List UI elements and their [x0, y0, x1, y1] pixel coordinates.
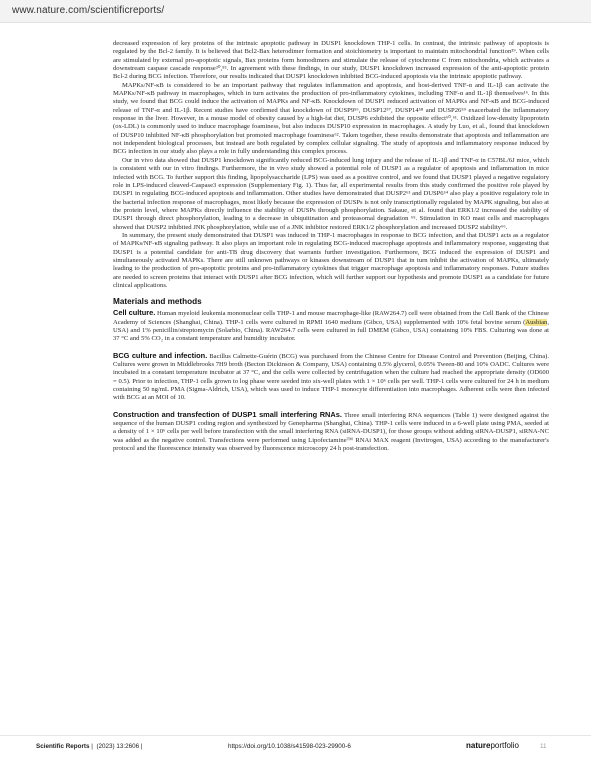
- highlighted-term[interactable]: Ausbian: [525, 318, 548, 326]
- paragraph-sirna: [113, 411, 549, 454]
- paragraph-mapks: MAPKs/NF-κB is considered to be an important pathway that regulates inflammation and apoptosis, and host-derived TNF-α and IL-1β can activate the MAPKs/NF-κB pathway in macrophages, which in turn activates the production of pro-inflammatory cytokines, including TNF-α and IL-1β themselves¹⁶. In this study, we found that BCG could induce the activation of MAPKs and NF-κB. Knockdown of DUSP1 reduced activation of MAPKs and NF-κB and BCG-induced release of TNF-α and IL-1β. Recent studies have confirmed that knockdown of DUSP9⁵⁶, DUSP12⁵⁷, DUSP14⁵⁸ and DUSP26⁵⁹ exacerbated the inflammatory response in the liver. However, in a mouse model of obesity caused by a high-fat diet, DUSP6 exhibited the opposite effect⁶⁰,⁶¹. Oxidized low-density lipoprotein (ox-LDL) is commonly used to induce macrophage foaminess, but also induces DUSP10 expression in macrophages. A study by Luo, et al., found that knockdown of DUSP10 inhibited NF-κB phosphorylation but promoted macrophage foaminess⁶². Taken together, these results demonstrate that apoptosis and inflammation are not independent biological processes, but instead are both regulated by complex cellular signaling. The study of apoptosis and inflammatory response induced by BCG infection in our study also plays a role in fully understanding this complex process.: [113, 81, 549, 156]
- footer-journal: Scientific Reports: [36, 743, 90, 750]
- section-heading-methods: Materials and methods: [113, 297, 202, 307]
- paragraph-apoptosis: decreased expression of key proteins of the intrinsic apoptotic pathway in DUSP1 knockdown THP-1 cells. In contrast, the intrinsic pathway of apoptosis is regulated by the Bcl-2 family. It is believed that Bcl2-Bax heterodimer formation and stoichiometry is important to maintain mitochondrial function³⁹. When cells are stimulated by external pro-apoptotic signals, Bax proteins form homodimers and stimulate the release of cytochrome C from mitochondria, which activates a downstream caspase cascade response²⁰,⁵⁵. In agreement with these findings, in our study, DUSP1 knockdown increased expression of the anti-apoptotic protein Bcl-2 during BCG infection. Therefore, our results indicated that DUSP1 knockdown inhibited BCG-induced apoptosis via the intrinsic apoptotic pathway.: [113, 40, 549, 81]
- subheading-sirna: Construction and transfection of DUSP1 small interfering RNAs.: [113, 409, 342, 419]
- cell-culture-text-b: , USA) and 1% penicillin/streptomycin (Solarbio, China). RAW264.7 cells were cultured in full DMEM (Gibco, USA) containing 10% FBS. Culturing was done at 37 °C and 5% CO₂ in a constant temperature and humidity incubator.: [113, 318, 549, 343]
- article-body: [113, 40, 549, 453]
- nature-portfolio-logo: [466, 741, 519, 750]
- footer-citation: Scientific Reports | (2023) 13:2606 |: [36, 743, 143, 750]
- footer-volume: (2023) 13:2606: [96, 743, 140, 750]
- paragraph-summary: In summary, the present study demonstrated that DUSP1 was induced in THP-1 macrophages in response to BCG infection, and that DUSP1 acts as a regulator of MAPKs/NF-κB signaling pathway. It also plays an important role in regulating BCG-induced macrophage apoptosis and inflammatory response, suggesting that DUSP1 is a potential candidate for anti-TB drug discovery that warrants further investigation. Furthermore, BCG induced the expression of DUSP1 and simultaneously activated MAPKs. There are still unknown pathways or kinases downstream of DUSP1 that in turn inhibit the activation of MAPKs, ultimately leading to the production of pro-apoptotic proteins and pro-inflammatory cytokines that trigger macrophage apoptosis and inflammatory responses. Future studies are needed to screen proteins that interact with DUSP1 after BCG infection, which will further support our hypothesis and promote DUSP1 as a candidate for future clinical applications.: [113, 231, 549, 289]
- subheading-cell-culture: Cell culture.: [113, 308, 156, 318]
- paragraph-bcg-culture: [113, 352, 549, 403]
- header-bar: [0, 0, 591, 23]
- footer-doi[interactable]: https://doi.org/10.1038/s41598-023-29900-6: [228, 743, 351, 750]
- sirna-text: Three small interfering RNA sequences (Table 1) were designed against the sequence of the human DUSP1 coding region and synthesized by Genepharma (Shanghai, China). THP-1 cells were induced in a 6-well plate using PMA, seeded at a density of 1 × 10⁶ cells per well before transfection with the small interfering RNA (siRNA-DUSP1), for those groups without adding siRNA-DUSP1, siRNA-NC was added as the negative control. Transfections were performed using Lipofectamine™ RNAi MAX reagent (Invitrogen, USA) according to the manufacturer's protocol and the fluorescence intensity was observed by fluorescence microscopy 24 h post-transfection.: [113, 411, 549, 453]
- cell-culture-text-a: Human myeloid leukemia mononuclear cells THP-1 and mouse macrophage-like (RAW264.7) cell were obtained from the Cell Bank of the Chinese Academy of Sciences (Shanghai, China). THP-1 cells were cultured in RPMI 1640 medium (Gibco, USA) supplemented with 10% fetal bovine serum (: [113, 310, 549, 326]
- logo-nature: nature: [466, 741, 491, 750]
- bcg-culture-text: Bacillus Calmette-Guérin (BCG) was purchased from the Chinese Centre for Disease Control and Prevention (Beijing, China). Cultures were grown in Middlebrooks 7H9 broth (Becton Dickinson & Company, USA) containing 0.5% glycerol, 0.05% Tween-80 and 10% OADC. Cultures were incubated in a constant temperature incubator at 37 °C, and the cells were collected by centrifugation when the culture had reached the appropriate density (OD600 = 0.5). Prior to infection, THP-1 cells grown to log phase were seeded into six-well plates with 1 × 10⁶ cells per well. THP-1 cells were cultured for 24 h in medium containing 50 ng/mL PMA (Sigma-Aldrich, USA), which was used to induce THP-1 monocyte differentiation into macrophages. Adherent cells were then infected with BCG at an MOI of 10.: [113, 352, 549, 402]
- paragraph-cell-culture: [113, 309, 549, 343]
- page-footer: [0, 735, 591, 756]
- paragraph-in-vivo: Our in vivo data showed that DUSP1 knockdown significantly reduced BCG-induced lung injury and the release of IL-1β and TNF-α in C57BL/6J mice, which is consistent with our in vitro findings. Furthermore, the in vivo study showed a potential role of DUSP1 as a regulator of apoptosis and inflammation in mice infected with BCG. To further support this finding, lipopolysaccharide (LPS) was used as a positive control, and we found that DUSP1 played a negative regulatory role in LPS-induced cleaved-Caspase3 expression (Supplementary Fig. 1). Thus far, all experimental results from this study confirmed the positive role played by DUSP1 in regulating BCG-induced apoptosis and inflammation. Other studies have demonstrated that DUSP2⁶³ and DUSP6⁶⁴ also play a positive regulatory role in the bacterial infection response of macrophages, most likely because the expression of DUSPs is not only transcriptionally regulated by MAPK signaling, but also at the protein level, where MAPKs directly influence the stability of DUSPs through phosphorylation. Sakaue, et al. found that ERK1/2 increased the stability of DUSP1 through direct phosphorylation, leading to a decrease in ubiquitination and proteasomal degradation ⁶⁵. Stimulation in KO mast cells and macrophages showed that DUSP2 inhibited JNK phosphorylation, while use of a JNK inhibitor restored ERK1/2 phosphorylation and increased DUSP2 stability⁶⁶.: [113, 156, 549, 231]
- page-number: 11: [540, 743, 547, 750]
- journal-url[interactable]: www.nature.com/scientificreports/: [12, 5, 165, 16]
- subheading-bcg-culture: BCG culture and infection.: [113, 350, 208, 360]
- logo-portfolio: portfolio: [490, 741, 519, 750]
